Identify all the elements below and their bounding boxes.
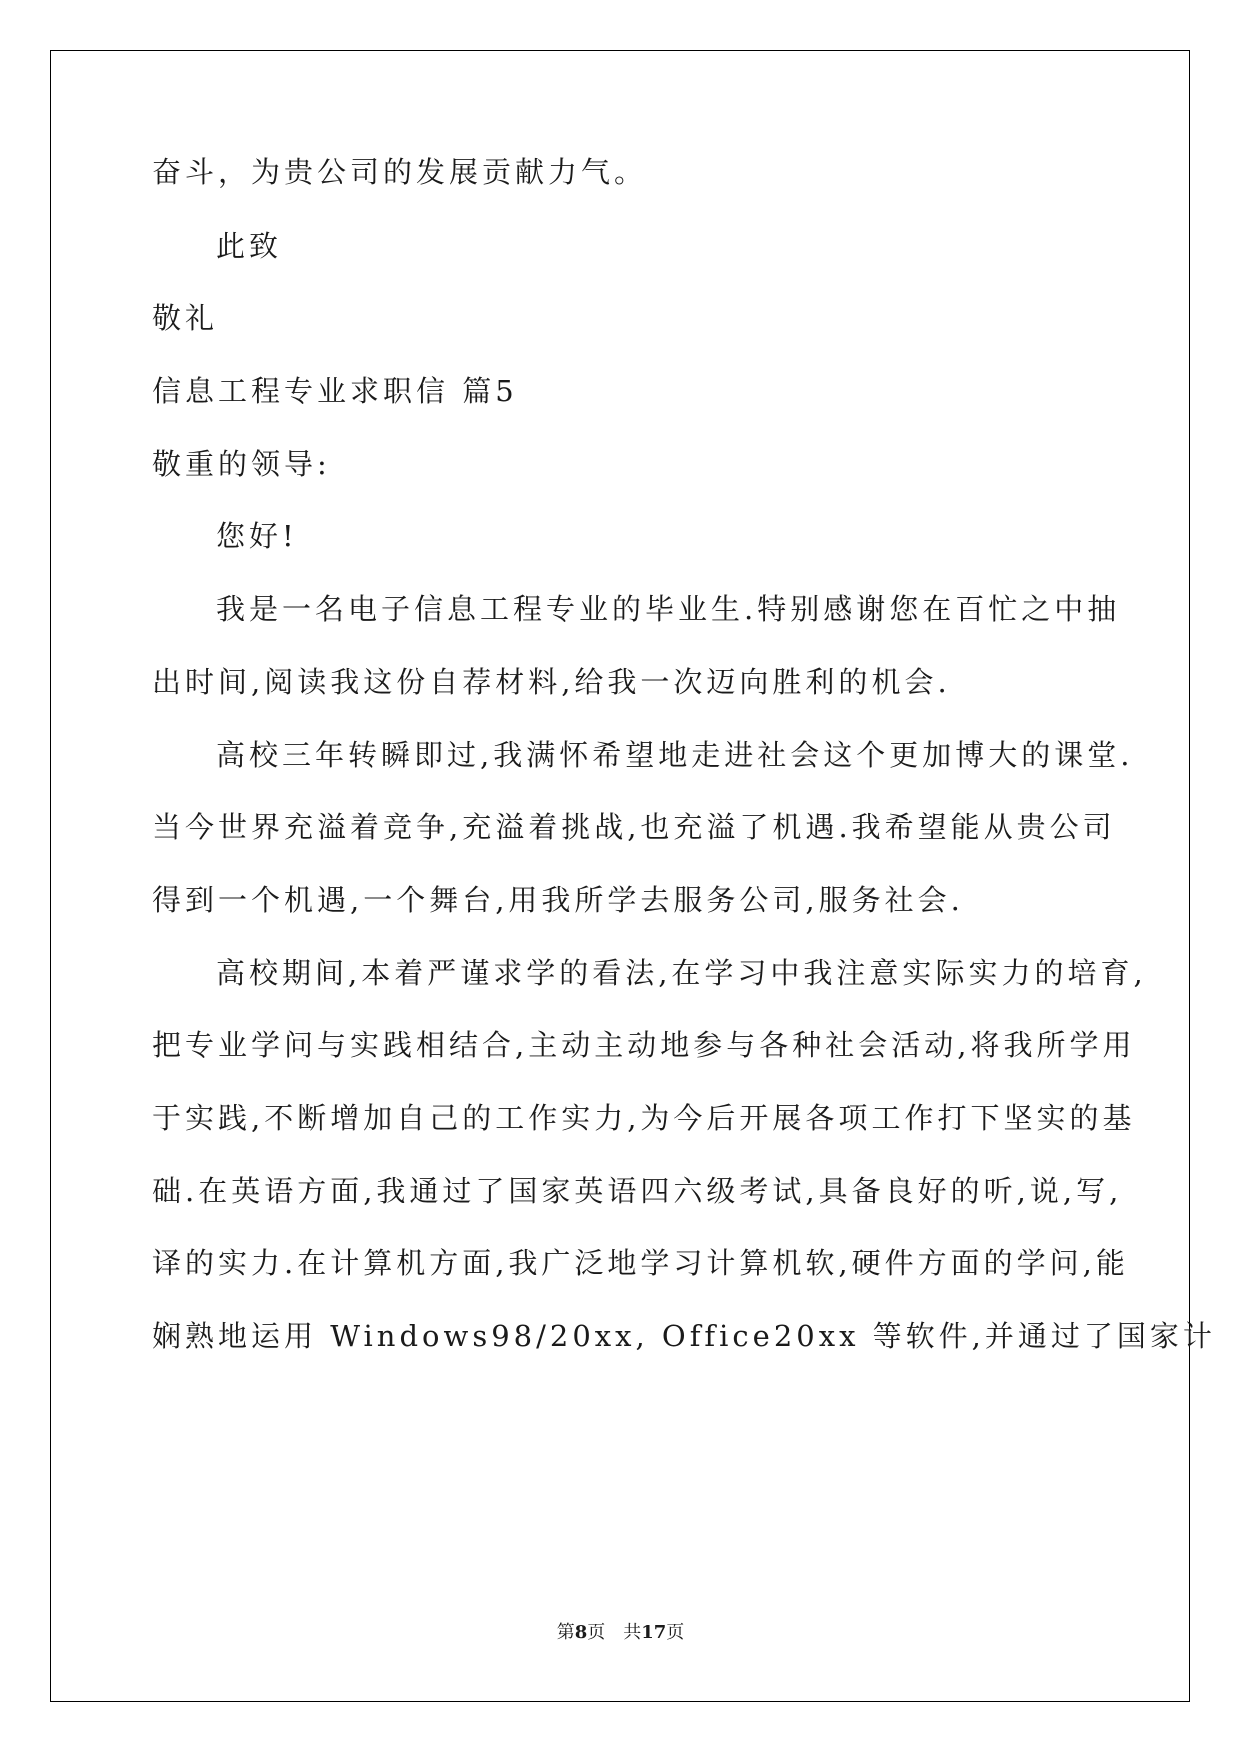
paragraph-line: 得到一个机遇,一个舞台,用我所学去服务公司,服务社会. bbox=[152, 883, 964, 917]
footer-prefix: 第 bbox=[556, 1622, 575, 1643]
footer-suffix: 页 bbox=[666, 1622, 685, 1643]
page-border bbox=[50, 50, 1190, 1702]
footer-total-pages: 17 bbox=[641, 1622, 667, 1643]
paragraph-line: 我是一名电子信息工程专业的毕业生.特别感谢您在百忙之中抽 bbox=[216, 592, 1121, 626]
page-footer bbox=[0, 1618, 1241, 1644]
closing-salutation: 此致 bbox=[216, 229, 283, 263]
paragraph-line: 于实践,不断增加自己的工作实力,为今后开展各项工作打下坚实的基 bbox=[152, 1101, 1136, 1135]
paragraph-line: 把专业学问与实践相结合,主动主动地参与各种社会活动,将我所学用 bbox=[152, 1028, 1136, 1062]
paragraph-line: 高校三年转瞬即过,我满怀希望地走进社会这个更加博大的课堂. bbox=[216, 738, 1134, 772]
paragraph-line: 娴熟地运用 Windows98/20xx, Office20xx 等软件,并通过了国家计 bbox=[152, 1319, 1216, 1353]
section-heading: 信息工程专业求职信 篇5 bbox=[152, 374, 518, 408]
greeting-addressee: 敬重的领导: bbox=[152, 447, 331, 481]
footer-page-number: 8 bbox=[574, 1622, 588, 1643]
footer-middle: 页 共 bbox=[587, 1622, 642, 1643]
paragraph-line: 译的实力.在计算机方面,我广泛地学习计算机软,硬件方面的学问,能 bbox=[152, 1246, 1129, 1280]
paragraph-line: 出时间,阅读我这份自荐材料,给我一次迈向胜利的机会. bbox=[152, 665, 951, 699]
greeting-hello: 您好! bbox=[216, 519, 298, 553]
paragraph-line: 础.在英语方面,我通过了国家英语四六级考试,具备良好的听,说,写, bbox=[152, 1174, 1123, 1208]
paragraph-line: 高校期间,本着严谨求学的看法,在学习中我注意实际实力的培育, bbox=[216, 956, 1147, 990]
closing-regards: 敬礼 bbox=[152, 301, 219, 335]
body-line-1: 奋斗，为贵公司的发展贡献力气。 bbox=[152, 155, 648, 189]
paragraph-line: 当今世界充溢着竞争,充溢着挑战,也充溢了机遇.我希望能从贵公司 bbox=[152, 810, 1116, 844]
